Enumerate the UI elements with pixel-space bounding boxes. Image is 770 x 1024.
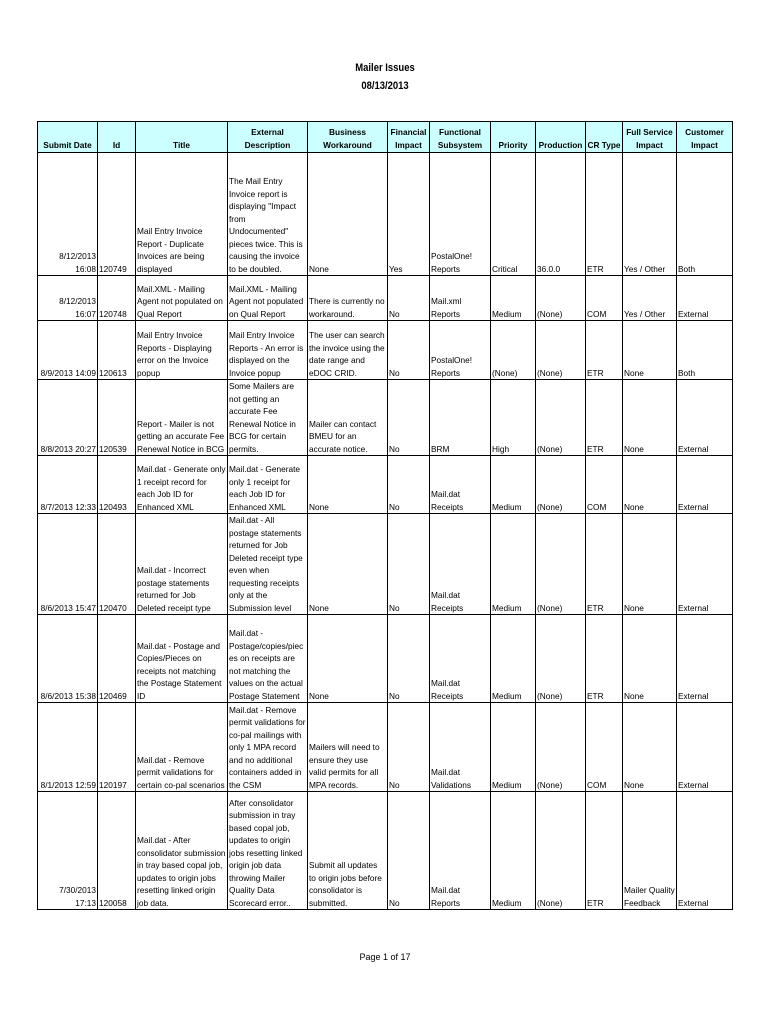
workaround-cell: Mailers will need to ensure they use valid permits for all MPA records. xyxy=(308,703,388,792)
priority-cell: Medium xyxy=(491,276,536,321)
cr-type-cell: ETR xyxy=(586,792,623,910)
production-cell: (None) xyxy=(536,321,586,380)
description-cell: Some Mailers are not getting an accurate Fee Renewal Notice in BCG for certain permits. xyxy=(228,380,308,456)
production-cell: (None) xyxy=(536,456,586,514)
id-cell: 120749 xyxy=(98,153,136,276)
submit-date-cell: 8/9/2013 14:09 xyxy=(38,321,98,380)
submit-date-cell: 8/6/2013 15:38 xyxy=(38,615,98,703)
column-header: Title xyxy=(136,122,228,153)
title-cell: Mail.dat - Remove permit validations for certain co-pal scenarios xyxy=(136,703,228,792)
description-cell: Mail.dat - Postage/copies/pieces on receipts are not matching the values on the actual Postage Statement xyxy=(228,615,308,703)
workaround-cell: None xyxy=(308,615,388,703)
id-cell: 120748 xyxy=(98,276,136,321)
description-cell: Mail.dat - Generate only 1 receipt for each Job ID for Enhanced XML xyxy=(228,456,308,514)
column-header: Priority xyxy=(491,122,536,153)
subsystem-cell: Mail.dat Receipts xyxy=(430,615,491,703)
workaround-cell: None xyxy=(308,153,388,276)
priority-cell: Medium xyxy=(491,615,536,703)
production-cell: (None) xyxy=(536,792,586,910)
submit-date-cell: 8/7/2013 12:33 xyxy=(38,456,98,514)
table-row xyxy=(38,321,733,380)
cr-type-cell: COM xyxy=(586,456,623,514)
financial-impact-cell: No xyxy=(388,380,430,456)
column-header: External Description xyxy=(228,122,308,153)
cr-type-cell: ETR xyxy=(586,380,623,456)
production-cell: 36.0.0 xyxy=(536,153,586,276)
submit-date-cell: 8/8/2013 20:27 xyxy=(38,380,98,456)
report-title: Mailer Issues xyxy=(355,62,415,74)
description-cell: Mail.dat - Remove permit validations for co-pal mailings with only 1 MPA record and no additional containers added in the CSM xyxy=(229,704,306,790)
customer-impact-cell: External xyxy=(677,703,733,792)
title-cell: Mail.dat - After consolidator submission in tray based copal job, updates to origin jobs resetting linked origin job data. xyxy=(136,792,228,910)
customer-impact-cell: External xyxy=(677,380,733,456)
subsystem-cell: BRM xyxy=(430,380,491,456)
title-cell: Mail.dat - Generate only 1 receipt record for each Job ID for Enhanced XML xyxy=(136,456,228,514)
financial-impact-cell: No xyxy=(388,321,430,380)
column-header: Submit Date xyxy=(38,122,98,153)
id-cell: 120469 xyxy=(98,615,136,703)
subsystem-cell: Mail.dat Receipts xyxy=(430,514,491,615)
full-service-impact-cell: Yes / Other xyxy=(623,276,677,321)
description-cell: Mail.dat - All postage statements returned for Job Deleted receipt type even when requesting receipts only at the Submission level xyxy=(228,514,308,615)
table-row xyxy=(38,380,733,456)
description-cell: After consolidator submission in tray based copal job, updates to origin jobs resetting linked origin job data throwing Mailer Quality Data Scorecard error.. xyxy=(228,792,308,910)
table-row xyxy=(38,703,733,792)
column-header: Customer Impact xyxy=(677,122,733,153)
priority-cell: High xyxy=(491,380,536,456)
full-service-impact-cell: Yes / Other xyxy=(623,153,677,276)
cr-type-cell: ETR xyxy=(586,153,623,276)
financial-impact-cell: No xyxy=(388,703,430,792)
full-service-impact-cell: None xyxy=(623,703,677,792)
submit-date-cell: 7/30/2013 17:13 xyxy=(38,792,98,910)
production-cell: (None) xyxy=(536,276,586,321)
report-date: 08/13/2013 xyxy=(361,80,409,92)
customer-impact-cell: External xyxy=(677,615,733,703)
column-header: Business Workaround xyxy=(308,122,388,153)
submit-date-cell: 8/12/2013 16:07 xyxy=(38,276,98,321)
workaround-cell: Mailer can contact BMEU for an accurate notice. xyxy=(308,380,388,456)
production-cell: (None) xyxy=(536,615,586,703)
id-cell: 120197 xyxy=(98,703,136,792)
id-cell: 120539 xyxy=(98,380,136,456)
subsystem-cell: Mail.dat Receipts xyxy=(430,456,491,514)
full-service-impact-cell: None xyxy=(623,514,677,615)
production-cell: (None) xyxy=(536,514,586,615)
issues-table xyxy=(37,121,733,910)
workaround-cell: Submit all updates to origin jobs before consolidator is submitted. xyxy=(308,792,388,910)
submit-date-cell: 8/1/2013 12:59 xyxy=(38,703,98,792)
full-service-impact-cell: None xyxy=(623,321,677,380)
customer-impact-cell: Both xyxy=(677,321,733,380)
submit-date-cell: 8/12/2013 16:08 xyxy=(38,153,98,276)
full-service-impact-cell: None xyxy=(623,615,677,703)
title-cell: Mail.dat - Incorrect postage statements returned for Job Deleted receipt type xyxy=(136,514,228,615)
production-cell: (None) xyxy=(536,380,586,456)
priority-cell: (None) xyxy=(491,321,536,380)
subsystem-cell: Mail.dat Reports xyxy=(430,792,491,910)
full-service-impact-cell: None xyxy=(623,380,677,456)
column-header: Financial Impact xyxy=(388,122,430,153)
financial-impact-cell: No xyxy=(388,276,430,321)
subsystem-cell: PostalOne! Reports xyxy=(430,321,491,380)
customer-impact-cell: External xyxy=(677,456,733,514)
column-header: CR Type xyxy=(586,122,623,153)
table-row xyxy=(38,153,733,276)
cr-type-cell: ETR xyxy=(586,514,623,615)
column-header: Full Service Impact xyxy=(623,122,677,153)
table-row xyxy=(38,514,733,615)
priority-cell: Critical xyxy=(491,153,536,276)
table-row xyxy=(38,276,733,321)
title-cell: Report - Mailer is not getting an accurate Fee Renewal Notice in BCG xyxy=(136,380,228,456)
id-cell: 120470 xyxy=(98,514,136,615)
customer-impact-cell: External xyxy=(677,276,733,321)
priority-cell: Medium xyxy=(491,456,536,514)
cr-type-cell: COM xyxy=(586,276,623,321)
customer-impact-cell: External xyxy=(677,792,733,910)
description-cell: Mail.XML - Mailing Agent not populated on Qual Report xyxy=(228,276,308,321)
cr-type-cell: COM xyxy=(586,703,623,792)
subsystem-cell: Mail.xml Reports xyxy=(430,276,491,321)
priority-cell: Medium xyxy=(491,703,536,792)
description-cell: The Mail Entry Invoice report is displaying "Impact from Undocumented" pieces twice. This is causing the invoice to be doubled. xyxy=(228,153,308,276)
id-cell: 120613 xyxy=(98,321,136,380)
table-row xyxy=(38,615,733,703)
title-cell: Mail.dat - Postage and Copies/Pieces on receipts not matching the Postage Statement ID xyxy=(136,615,228,703)
priority-cell: Medium xyxy=(491,514,536,615)
column-header: Functional Subsystem xyxy=(430,122,491,153)
subsystem-cell: Mail.dat Validations xyxy=(430,703,491,792)
title-cell: Mail.XML - Mailing Agent not populated on Qual Report xyxy=(136,276,228,321)
table-header-row xyxy=(38,122,733,153)
customer-impact-cell: Both xyxy=(677,153,733,276)
description-cell: Mail Entry Invoice Reports - An error is displayed on the Invoice popup xyxy=(228,321,308,380)
priority-cell: Medium xyxy=(491,792,536,910)
cr-type-cell: ETR xyxy=(586,615,623,703)
workaround-cell: There is currently no workaround. xyxy=(308,276,388,321)
full-service-impact-cell: Mailer Quality Feedback xyxy=(623,792,677,910)
cr-type-cell: ETR xyxy=(586,321,623,380)
workaround-cell: None xyxy=(308,456,388,514)
customer-impact-cell: External xyxy=(677,514,733,615)
workaround-cell: The user can search the invoice using the date range and eDOC CRID. xyxy=(308,321,388,380)
financial-impact-cell: No xyxy=(388,456,430,514)
workaround-cell: None xyxy=(308,514,388,615)
financial-impact-cell: No xyxy=(388,514,430,615)
submit-date-cell: 8/6/2013 15:47 xyxy=(38,514,98,615)
id-cell: 120493 xyxy=(98,456,136,514)
table-row xyxy=(38,456,733,514)
column-header: Production xyxy=(536,122,586,153)
column-header: Id xyxy=(98,122,136,153)
title-cell: Mail Entry Invoice Report - Duplicate Invoices are being displayed xyxy=(136,153,228,276)
financial-impact-cell: Yes xyxy=(388,153,430,276)
subsystem-cell: PostalOne! Reports xyxy=(430,153,491,276)
table-row xyxy=(38,792,733,910)
title-cell: Mail Entry Invoice Reports - Displaying error on the Invoice popup xyxy=(136,321,228,380)
id-cell: 120058 xyxy=(98,792,136,910)
financial-impact-cell: No xyxy=(388,615,430,703)
page-number: Page 1 of 17 xyxy=(359,952,411,962)
financial-impact-cell: No xyxy=(388,792,430,910)
production-cell: (None) xyxy=(536,703,586,792)
full-service-impact-cell: None xyxy=(623,456,677,514)
